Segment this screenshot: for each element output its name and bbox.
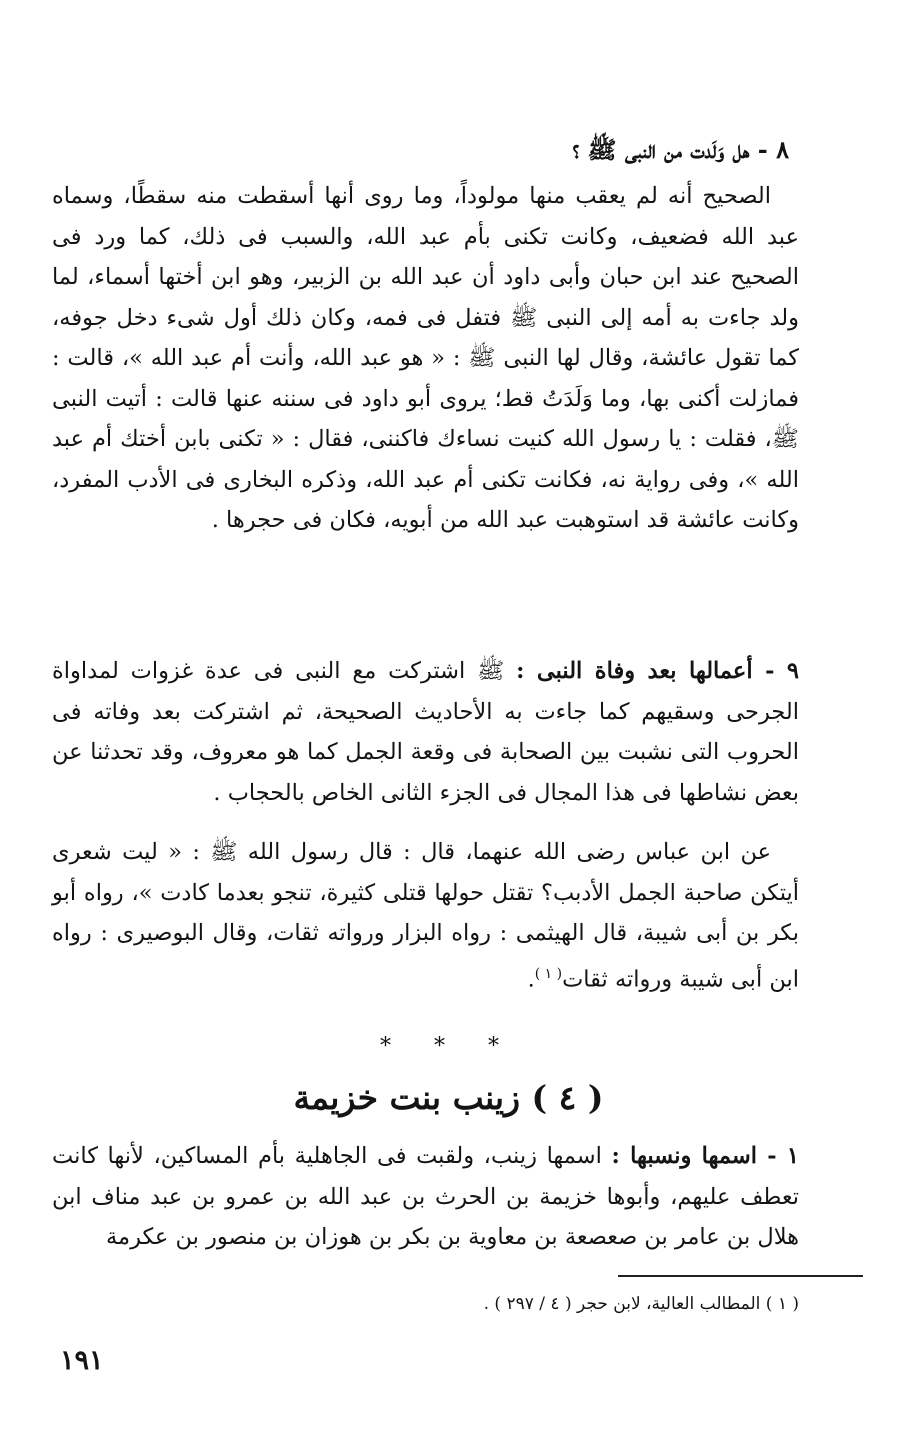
- section-separator: * * *: [380, 1034, 517, 1059]
- paragraph-3-end: .: [527, 966, 535, 992]
- paragraph-deeds-after-prophet: [52, 651, 799, 813]
- paragraph-2-lead: ٩ - أعمالها بعد وفاة النبى :: [516, 658, 799, 684]
- paragraph-3-text: عن ابن عباس رضى الله عنهما، قال : قال رسول الله ﷺ : « ليت شعرى أيتكن صاحبة الجمل الأدبب؟ تقتل حولها قتلى كثيرة، تنجو بعدما كادت »، رواه أبو بكر بن أبى شيبة، قال الهيثمى : رواه البزار ورواته ثقات، وقال البوصيرى : رواه ابن أبى شيبة ورواته ثقات: [52, 839, 799, 992]
- section-title: ( ٤ ) زينب بنت خزيمة: [293, 1078, 604, 1117]
- paragraph-4-text: اسمها زينب، ولقبت فى الجاهلية بأم المساكين، لأنها كانت تعطف عليهم، وأبوها خزيمة بن الحرث بن عبد الله بن عمرو بن عبد مناف ابن هلال بن عامر بن صعصعة بن معاوية بن بكر بن هوزان بن منصور بن عكرمة: [52, 1143, 799, 1250]
- paragraph-4-lead: ١ - اسمها ونسبها :: [611, 1143, 800, 1169]
- footnote: ( ١ ) المطالب العالية، لابن حجر ( ٤ / ٢٩٧ ) .: [483, 1294, 799, 1314]
- page-number: ١٩١: [60, 1345, 104, 1376]
- footnote-divider: [618, 1275, 863, 1277]
- paragraph-name-lineage: [52, 1136, 799, 1258]
- paragraph-hadith-camel: [52, 832, 799, 1000]
- paragraph-wife-kunya: [52, 176, 799, 541]
- subsection-heading: ٨ - هل وَلَدت من النبى ﷺ ؟: [572, 135, 789, 164]
- paragraph-2-text: ﷺ اشتركت مع النبى فى عدة غزوات لمداواة الجرحى وسقيهم كما جاءت به الأحاديث الصحيحة، ثم اشتركت بعد وفاته فى الحروب التى نشبت بين الصحابة فى وقعة الجمل كما هو معروف، وقد تحدثنا عن بعض نشاطها فى هذا المجال فى الجزء الثانى الخاص بالحجاب .: [52, 658, 799, 806]
- paragraph-1-text: الصحيح أنه لم يعقب منها مولوداً، وما روى أنها أسقطت منه سقطًا، وسماه عبد الله فضعيف، وكانت تكنى بأم عبد الله، والسبب فى ذلك، كما ورد فى الصحيح عند ابن حبان وأبى داود أن عبد الله بن الزبير، وهو ابن أختها أسماء، لما ولد جاءت به أمه إلى النبى ﷺ فتفل فى فمه، وكان ذلك أول شىء دخل جوفه، كما تقول عائشة، وقال لها النبى ﷺ : « هو عبد الله، وأنت أم عبد الله »، قالت : فمازلت أكنى بها، وما وَلَدَتُ قط؛ يروى أبو داود فى سننه عنها قالت : أتيت النبى ﷺ، فقلت : يا رسول الله كنيت نساءك فاكننى، فقال : « تكنى بابن أختك أم عبد الله »، وفى رواية نه، فكانت تكنى أم عبد الله، وذكره البخارى فى الأدب المفرد، وكانت عائشة قد استوهبت عبد الله من أبويه، فكان فى حجرها .: [52, 183, 799, 533]
- footnote-reference[interactable]: ( ١ ): [534, 965, 563, 982]
